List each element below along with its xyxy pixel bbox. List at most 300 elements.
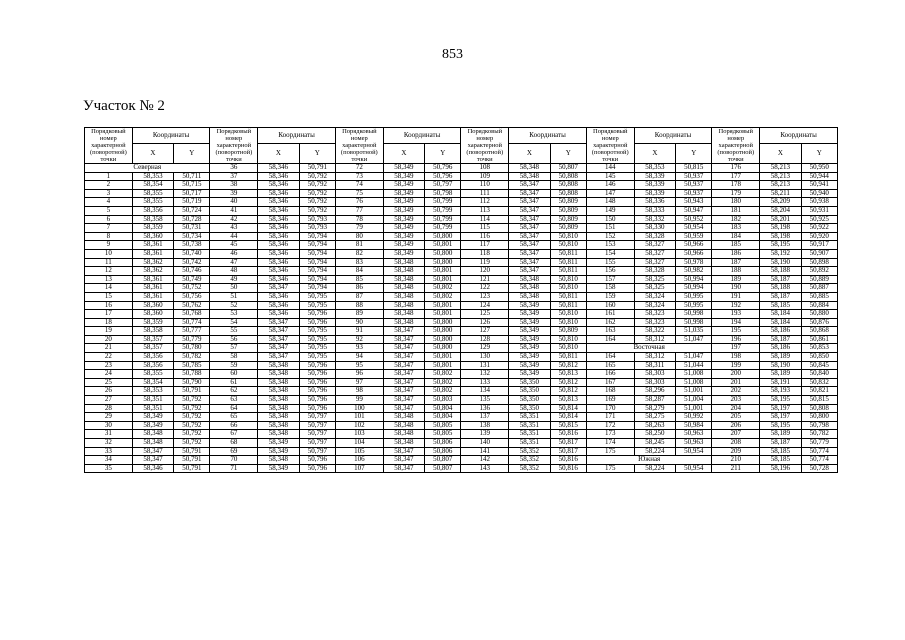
x-value: 58,349	[383, 181, 424, 190]
table-row	[85, 421, 838, 430]
x-value: 58,347	[509, 189, 550, 198]
y-value: 50,792	[299, 181, 335, 190]
point-number: 68	[210, 439, 258, 448]
x-value: 58,327	[634, 258, 675, 267]
y-value: 50,795	[299, 353, 335, 362]
point-number: 126	[461, 318, 509, 327]
x-value: 58,198	[760, 232, 801, 241]
x-value: 58,347	[383, 353, 424, 362]
y-value: 50,797	[299, 421, 335, 430]
point-number: 190	[712, 284, 760, 293]
y-value: 50,728	[174, 215, 210, 224]
header-point-number: Порядковый номер характерной (поворотной) точки	[210, 128, 258, 164]
y-value: 50,814	[550, 404, 586, 413]
y-value: 50,728	[801, 464, 837, 473]
y-value: 50,937	[676, 172, 712, 181]
header-x: X	[132, 144, 173, 164]
y-value: 50,812	[550, 387, 586, 396]
x-value: 58,325	[634, 275, 675, 284]
x-value: 58,186	[760, 327, 801, 336]
y-value: 50,802	[425, 284, 461, 293]
table-row	[85, 456, 838, 465]
y-value: 50,779	[174, 335, 210, 344]
x-value: 58,349	[383, 198, 424, 207]
x-value: 58,303	[634, 378, 675, 387]
point-number: 60	[210, 370, 258, 379]
y-value: 50,796	[299, 387, 335, 396]
point-number: 25	[85, 378, 133, 387]
y-value: 50,719	[174, 198, 210, 207]
table-row	[85, 258, 838, 267]
header-y: Y	[174, 144, 210, 164]
x-value: 58,347	[258, 344, 299, 353]
x-value: 58,352	[509, 447, 550, 456]
point-number: 50	[210, 284, 258, 293]
point-number: 37	[210, 172, 258, 181]
x-value: 58,348	[383, 413, 424, 422]
point-number: 136	[461, 404, 509, 413]
y-value: 50,779	[801, 439, 837, 448]
x-value: 58,346	[258, 164, 299, 173]
y-value: 50,984	[676, 421, 712, 430]
y-value: 50,796	[299, 361, 335, 370]
y-value: 50,887	[801, 284, 837, 293]
y-value: 50,801	[425, 275, 461, 284]
point-number: 132	[461, 370, 509, 379]
y-value: 50,796	[299, 404, 335, 413]
x-value: 58,348	[258, 413, 299, 422]
x-value: 58,347	[258, 284, 299, 293]
x-value: 58,204	[760, 206, 801, 215]
y-value: 50,807	[550, 164, 586, 173]
point-number: 165	[586, 361, 634, 370]
point-number: 106	[335, 456, 383, 465]
x-value: 58,348	[383, 275, 424, 284]
x-value: 58,327	[634, 249, 675, 258]
x-value: 58,346	[258, 189, 299, 198]
x-value: 58,347	[383, 456, 424, 465]
point-number: 108	[461, 164, 509, 173]
table-row	[85, 370, 838, 379]
y-value: 50,796	[425, 172, 461, 181]
point-number: 83	[335, 258, 383, 267]
point-number: 78	[335, 215, 383, 224]
y-value: 50,943	[676, 198, 712, 207]
header-x: X	[634, 144, 675, 164]
point-number: 90	[335, 318, 383, 327]
x-value: 58,347	[383, 378, 424, 387]
point-number: 175	[586, 447, 634, 456]
point-number: 53	[210, 310, 258, 319]
point-number: 131	[461, 361, 509, 370]
y-value: 50,782	[174, 353, 210, 362]
y-value: 50,808	[801, 404, 837, 413]
point-number: 183	[712, 224, 760, 233]
point-number: 13	[85, 275, 133, 284]
point-number: 41	[210, 206, 258, 215]
point-number: 23	[85, 361, 133, 370]
point-number: 119	[461, 258, 509, 267]
x-value: 58,359	[132, 318, 173, 327]
x-value: 58,325	[634, 284, 675, 293]
x-value: 58,350	[509, 378, 550, 387]
x-value: 58,348	[509, 172, 550, 181]
table-row	[85, 301, 838, 310]
x-value: 58,347	[383, 335, 424, 344]
y-value: 50,940	[801, 189, 837, 198]
x-value: 58,349	[509, 370, 550, 379]
point-number: 163	[586, 327, 634, 336]
y-value: 50,799	[425, 198, 461, 207]
y-value: 50,814	[550, 413, 586, 422]
y-value: 50,800	[425, 327, 461, 336]
y-value: 50,811	[550, 301, 586, 310]
y-value: 50,812	[550, 361, 586, 370]
y-value: 50,800	[425, 335, 461, 344]
x-value: 58,195	[760, 421, 801, 430]
point-number: 67	[210, 430, 258, 439]
x-value: 58,346	[132, 464, 173, 473]
point-number: 182	[712, 215, 760, 224]
table-row	[85, 292, 838, 301]
x-value: 58,197	[760, 404, 801, 413]
point-number: 39	[210, 189, 258, 198]
table-row	[85, 241, 838, 250]
x-value: 58,347	[258, 318, 299, 327]
x-value: 58,339	[634, 189, 675, 198]
y-value: 50,774	[174, 318, 210, 327]
point-number: 195	[712, 327, 760, 336]
table-row	[85, 447, 838, 456]
x-value: 58,361	[132, 249, 173, 258]
header-x: X	[383, 144, 424, 164]
y-value: 50,810	[550, 275, 586, 284]
x-value: 58,359	[132, 224, 173, 233]
table-row	[85, 206, 838, 215]
point-number: 110	[461, 181, 509, 190]
point-number: 32	[85, 439, 133, 448]
x-value: 58,347	[258, 353, 299, 362]
y-value: 50,994	[676, 284, 712, 293]
x-value: 58,347	[509, 241, 550, 250]
point-number: 199	[712, 361, 760, 370]
header-coordinates: Координаты	[258, 128, 336, 144]
y-value: 50,793	[299, 224, 335, 233]
section-title: Участок № 2	[83, 98, 165, 114]
y-value: 50,811	[550, 292, 586, 301]
point-number: 29	[85, 413, 133, 422]
x-value: 58,188	[760, 284, 801, 293]
y-value: 50,797	[299, 447, 335, 456]
x-value: 58,348	[383, 318, 424, 327]
x-value: 58,361	[132, 284, 173, 293]
x-value: 58,354	[132, 378, 173, 387]
x-value: 58,263	[634, 421, 675, 430]
point-number: 21	[85, 344, 133, 353]
x-value: 58,358	[132, 215, 173, 224]
header-coordinates: Координаты	[760, 128, 838, 144]
y-value: 50,810	[550, 344, 586, 353]
point-number: 154	[586, 249, 634, 258]
point-number: 6	[85, 215, 133, 224]
x-value: 58,330	[634, 224, 675, 233]
x-value: 58,347	[132, 456, 173, 465]
y-value: 50,816	[550, 430, 586, 439]
x-value: 58,224	[634, 464, 675, 473]
y-value: 50,795	[299, 335, 335, 344]
section-label: Северная	[85, 164, 210, 173]
x-value: 58,348	[258, 370, 299, 379]
point-number: 66	[210, 421, 258, 430]
point-number: 200	[712, 370, 760, 379]
point-number: 114	[461, 215, 509, 224]
y-value: 50,756	[174, 292, 210, 301]
y-value: 50,796	[299, 318, 335, 327]
x-value: 58,347	[509, 181, 550, 190]
section-label: Восточная	[586, 344, 711, 353]
header-x: X	[258, 144, 299, 164]
y-value: 51,047	[676, 335, 712, 344]
x-value: 58,348	[383, 267, 424, 276]
point-number: 122	[461, 284, 509, 293]
x-value: 58,346	[258, 172, 299, 181]
y-value: 50,941	[801, 181, 837, 190]
point-number: 91	[335, 327, 383, 336]
x-value: 58,312	[634, 353, 675, 362]
x-value: 58,190	[760, 361, 801, 370]
y-value: 50,840	[801, 370, 837, 379]
point-number: 17	[85, 310, 133, 319]
point-number: 109	[461, 172, 509, 181]
y-value: 50,802	[425, 292, 461, 301]
y-value: 50,811	[550, 267, 586, 276]
y-value: 50,797	[299, 430, 335, 439]
x-value: 58,348	[258, 404, 299, 413]
point-number: 9	[85, 241, 133, 250]
y-value: 50,806	[425, 439, 461, 448]
x-value: 58,347	[509, 267, 550, 276]
point-number: 56	[210, 335, 258, 344]
y-value: 50,938	[801, 198, 837, 207]
y-value: 50,978	[676, 258, 712, 267]
table-row	[85, 164, 838, 173]
point-number: 52	[210, 301, 258, 310]
y-value: 50,794	[299, 249, 335, 258]
point-number: 15	[85, 292, 133, 301]
point-number: 40	[210, 198, 258, 207]
x-value: 58,350	[509, 387, 550, 396]
header-point-number: Порядковый номер характерной (поворотной) точки	[712, 128, 760, 164]
x-value: 58,349	[509, 353, 550, 362]
y-value: 50,782	[801, 430, 837, 439]
table-row	[85, 413, 838, 422]
x-value: 58,352	[509, 464, 550, 473]
x-value: 58,311	[634, 361, 675, 370]
x-value: 58,346	[258, 258, 299, 267]
point-number: 138	[461, 421, 509, 430]
y-value: 50,795	[299, 292, 335, 301]
point-number: 143	[461, 464, 509, 473]
y-value: 50,788	[174, 370, 210, 379]
y-value: 50,817	[550, 439, 586, 448]
y-value: 50,711	[174, 172, 210, 181]
point-number: 193	[712, 310, 760, 319]
x-value: 58,351	[509, 430, 550, 439]
x-value: 58,361	[132, 292, 173, 301]
x-value: 58,348	[509, 164, 550, 173]
point-number: 19	[85, 327, 133, 336]
y-value: 50,807	[425, 456, 461, 465]
x-value: 58,322	[634, 327, 675, 336]
point-number: 22	[85, 353, 133, 362]
y-value: 50,810	[550, 310, 586, 319]
point-number: 54	[210, 318, 258, 327]
x-value: 58,348	[383, 301, 424, 310]
point-number: 146	[586, 181, 634, 190]
point-number: 129	[461, 344, 509, 353]
y-value: 50,810	[550, 284, 586, 293]
x-value: 58,351	[132, 396, 173, 405]
point-number: 121	[461, 275, 509, 284]
y-value: 50,752	[174, 284, 210, 293]
x-value: 58,349	[509, 318, 550, 327]
x-value: 58,349	[383, 172, 424, 181]
point-number: 11	[85, 258, 133, 267]
point-number: 116	[461, 232, 509, 241]
x-value: 58,347	[383, 464, 424, 473]
x-value: 58,192	[760, 249, 801, 258]
y-value: 51,047	[676, 353, 712, 362]
x-value: 58,361	[132, 241, 173, 250]
point-number: 194	[712, 318, 760, 327]
point-number: 150	[586, 215, 634, 224]
y-value: 50,798	[425, 189, 461, 198]
x-value: 58,346	[258, 181, 299, 190]
x-value: 58,333	[634, 206, 675, 215]
header-point-number: Порядковый номер характерной (поворотной) точки	[461, 128, 509, 164]
x-value: 58,287	[634, 396, 675, 405]
y-value: 50,749	[174, 275, 210, 284]
point-number: 38	[210, 181, 258, 190]
y-value: 50,792	[299, 172, 335, 181]
y-value: 50,982	[676, 267, 712, 276]
point-number: 149	[586, 206, 634, 215]
point-number: 65	[210, 413, 258, 422]
x-value: 58,347	[383, 404, 424, 413]
table-row	[85, 189, 838, 198]
point-number: 81	[335, 241, 383, 250]
point-number: 156	[586, 267, 634, 276]
point-number: 124	[461, 301, 509, 310]
x-value: 58,198	[760, 224, 801, 233]
table-row	[85, 353, 838, 362]
point-number: 85	[335, 275, 383, 284]
x-value: 58,347	[509, 224, 550, 233]
table-row	[85, 198, 838, 207]
point-number: 197	[712, 344, 760, 353]
x-value: 58,184	[760, 318, 801, 327]
point-number: 97	[335, 378, 383, 387]
header-point-number: Порядковый номер характерной (поворотной) точки	[335, 128, 383, 164]
x-value: 58,347	[509, 198, 550, 207]
x-value: 58,356	[132, 206, 173, 215]
point-number: 145	[586, 172, 634, 181]
point-number: 33	[85, 447, 133, 456]
y-value: 50,740	[174, 249, 210, 258]
y-value: 50,811	[550, 249, 586, 258]
x-value: 58,348	[383, 421, 424, 430]
y-value: 50,920	[801, 232, 837, 241]
x-value: 58,357	[132, 335, 173, 344]
y-value: 50,801	[425, 361, 461, 370]
point-number: 187	[712, 258, 760, 267]
x-value: 58,196	[760, 464, 801, 473]
y-value: 50,796	[299, 378, 335, 387]
point-number: 125	[461, 310, 509, 319]
x-value: 58,346	[258, 249, 299, 258]
x-value: 58,347	[132, 447, 173, 456]
y-value: 50,800	[801, 413, 837, 422]
x-value: 58,349	[509, 361, 550, 370]
point-number: 73	[335, 172, 383, 181]
y-value: 50,925	[801, 215, 837, 224]
y-value: 50,801	[425, 310, 461, 319]
point-number: 191	[712, 292, 760, 301]
y-value: 50,801	[425, 267, 461, 276]
x-value: 58,346	[258, 215, 299, 224]
point-number: 100	[335, 404, 383, 413]
x-value: 58,347	[383, 387, 424, 396]
point-number: 113	[461, 206, 509, 215]
point-number: 12	[85, 267, 133, 276]
x-value: 58,348	[383, 284, 424, 293]
y-value: 50,816	[550, 456, 586, 465]
point-number: 71	[210, 464, 258, 473]
x-value: 58,348	[383, 258, 424, 267]
x-value: 58,195	[760, 396, 801, 405]
point-number: 158	[586, 284, 634, 293]
x-value: 58,349	[509, 335, 550, 344]
point-number: 42	[210, 215, 258, 224]
table-row	[85, 361, 838, 370]
y-value: 50,791	[174, 387, 210, 396]
x-value: 58,349	[132, 421, 173, 430]
point-number: 172	[586, 421, 634, 430]
y-value: 50,724	[174, 206, 210, 215]
x-value: 58,348	[258, 387, 299, 396]
y-value: 50,717	[174, 189, 210, 198]
y-value: 50,998	[676, 318, 712, 327]
point-number: 161	[586, 310, 634, 319]
x-value: 58,275	[634, 413, 675, 422]
y-value: 50,809	[550, 206, 586, 215]
point-number: 76	[335, 198, 383, 207]
y-value: 50,815	[801, 396, 837, 405]
coordinates-table	[84, 127, 838, 473]
y-value: 50,845	[801, 361, 837, 370]
x-value: 58,332	[634, 215, 675, 224]
point-number: 177	[712, 172, 760, 181]
y-value: 50,821	[801, 387, 837, 396]
y-value: 50,950	[801, 164, 837, 173]
x-value: 58,324	[634, 301, 675, 310]
point-number: 46	[210, 249, 258, 258]
point-number: 80	[335, 232, 383, 241]
y-value: 50,885	[801, 292, 837, 301]
point-number: 58	[210, 353, 258, 362]
x-value: 58,213	[760, 172, 801, 181]
y-value: 50,734	[174, 232, 210, 241]
